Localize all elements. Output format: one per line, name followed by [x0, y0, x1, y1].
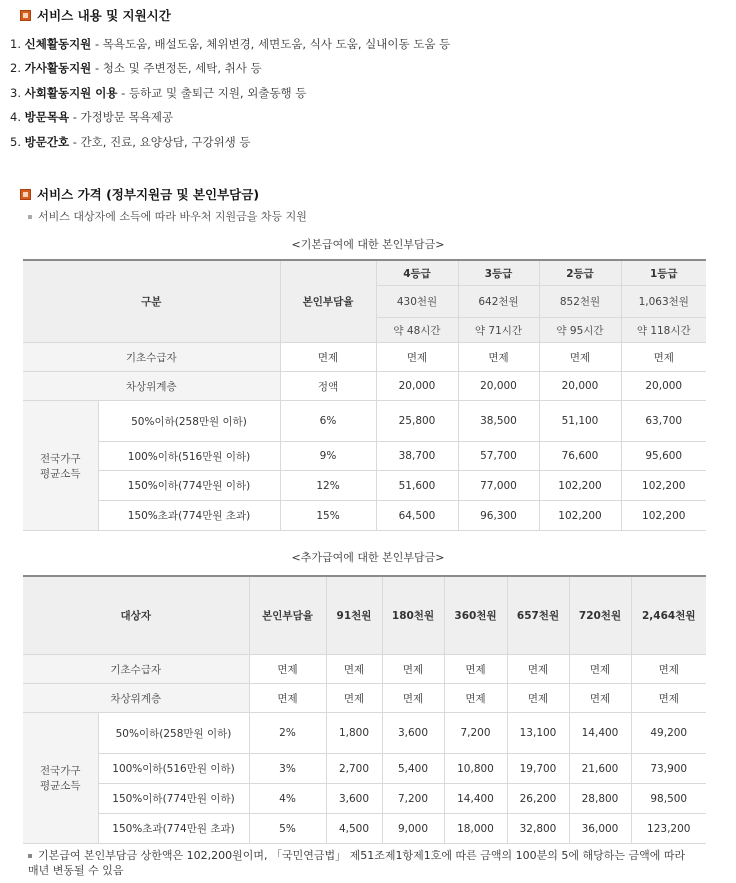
table2-header-row	[23, 576, 706, 655]
value-cell: 면제	[631, 655, 706, 684]
value-cell: 21,600	[569, 754, 631, 784]
value-cell: 면제	[376, 343, 458, 372]
service-list-item	[10, 60, 262, 76]
table-row	[23, 343, 706, 372]
orange-square-bullet-icon	[20, 10, 31, 21]
header-group: 구분	[23, 260, 280, 343]
list-item-number: 2.	[10, 61, 21, 75]
row-label: 150%이하(774만원 이하)	[98, 784, 249, 814]
rate-cell: 15%	[280, 501, 376, 531]
value-cell: 95,600	[621, 442, 706, 471]
section-title-text: 서비스 가격 (정부지원금 및 본인부담금)	[37, 187, 260, 202]
value-cell: 51,100	[539, 401, 621, 442]
value-cell: 73,900	[631, 754, 706, 784]
value-cell: 102,200	[539, 471, 621, 501]
header-amount: 657천원	[507, 576, 569, 655]
list-item-number: 4.	[10, 110, 21, 124]
header-amount: 720천원	[569, 576, 631, 655]
list-item-heading: 가사활동지원	[24, 61, 92, 75]
table-row	[23, 401, 706, 442]
list-item-description: - 가정방문 목욕제공	[69, 110, 174, 124]
list-item-number: 3.	[10, 86, 21, 100]
rate-cell: 12%	[280, 471, 376, 501]
value-cell: 면제	[621, 343, 706, 372]
table-row	[23, 784, 706, 814]
value-cell: 25,800	[376, 401, 458, 442]
value-cell: 면제	[458, 343, 539, 372]
rate-cell: 3%	[249, 754, 326, 784]
header-amount: 642천원	[458, 286, 539, 318]
value-cell: 5,400	[382, 754, 444, 784]
table-row	[23, 442, 706, 471]
value-cell: 면제	[507, 684, 569, 713]
value-cell: 면제	[507, 655, 569, 684]
value-cell: 32,800	[507, 814, 569, 844]
header-rate: 본인부담율	[280, 260, 376, 343]
value-cell: 64,500	[376, 501, 458, 531]
row-label: 차상위계층	[23, 372, 280, 401]
header-hours: 약 48시간	[376, 318, 458, 343]
value-cell: 20,000	[621, 372, 706, 401]
row-label: 차상위계층	[23, 684, 249, 713]
value-cell: 38,700	[376, 442, 458, 471]
header-target: 대상자	[23, 576, 249, 655]
value-cell: 20,000	[458, 372, 539, 401]
value-cell: 36,000	[569, 814, 631, 844]
value-cell: 20,000	[376, 372, 458, 401]
list-item-description: - 목욕도움, 배설도움, 체위변경, 세면도움, 식사 도움, 실내이동 도움 등	[91, 37, 451, 51]
header-amount: 2,464천원	[631, 576, 706, 655]
value-cell: 28,800	[569, 784, 631, 814]
value-cell: 면제	[539, 343, 621, 372]
rate-cell: 9%	[280, 442, 376, 471]
value-cell: 면제	[569, 655, 631, 684]
table-row	[23, 471, 706, 501]
header-amount: 180천원	[382, 576, 444, 655]
value-cell: 98,500	[631, 784, 706, 814]
value-cell: 20,000	[539, 372, 621, 401]
value-cell: 49,200	[631, 713, 706, 754]
rate-cell: 4%	[249, 784, 326, 814]
row-label: 50%이하(258만원 이하)	[98, 713, 249, 754]
list-item-heading: 방문간호	[24, 135, 70, 149]
table-row	[23, 501, 706, 531]
row-label: 150%초과(774만원 초과)	[98, 501, 280, 531]
table-row	[23, 372, 706, 401]
value-cell: 18,000	[444, 814, 507, 844]
row-label: 150%이하(774만원 이하)	[98, 471, 280, 501]
list-item-number: 5.	[10, 135, 21, 149]
list-item-heading: 방문목욕	[24, 110, 70, 124]
table-row	[23, 754, 706, 784]
header-hours: 약 95시간	[539, 318, 621, 343]
section-title-text: 서비스 내용 및 지원시간	[37, 8, 171, 23]
list-item-heading: 신체활동지원	[24, 37, 92, 51]
value-cell: 2,700	[326, 754, 382, 784]
value-cell: 면제	[631, 684, 706, 713]
service-list-item	[10, 134, 251, 150]
header-grade: 1등급	[621, 260, 706, 286]
header-grade: 4등급	[376, 260, 458, 286]
value-cell: 7,200	[382, 784, 444, 814]
value-cell: 면제	[382, 684, 444, 713]
service-list-item	[10, 36, 450, 52]
value-cell: 38,500	[458, 401, 539, 442]
list-item-heading: 사회활동지원 이용	[24, 86, 118, 100]
header-grade: 3등급	[458, 260, 539, 286]
value-cell: 4,500	[326, 814, 382, 844]
list-item-description: - 간호, 진료, 요양상담, 구강위생 등	[69, 135, 251, 149]
header-amount: 430천원	[376, 286, 458, 318]
rate-cell: 면제	[249, 655, 326, 684]
header-amount: 360천원	[444, 576, 507, 655]
value-cell: 63,700	[621, 401, 706, 442]
value-cell: 51,600	[376, 471, 458, 501]
value-cell: 면제	[326, 655, 382, 684]
basic-copay-table	[23, 259, 706, 531]
value-cell: 57,700	[458, 442, 539, 471]
value-cell: 19,700	[507, 754, 569, 784]
header-grade: 2등급	[539, 260, 621, 286]
row-label: 기초수급자	[23, 343, 280, 372]
value-cell: 면제	[569, 684, 631, 713]
list-item-description: - 청소 및 주변정돈, 세탁, 취사 등	[91, 61, 262, 75]
value-cell: 10,800	[444, 754, 507, 784]
value-cell: 102,200	[621, 471, 706, 501]
list-item-number: 1.	[10, 37, 21, 51]
header-rate: 본인부담율	[249, 576, 326, 655]
row-label: 150%초과(774만원 초과)	[98, 814, 249, 844]
value-cell: 77,000	[458, 471, 539, 501]
value-cell: 26,200	[507, 784, 569, 814]
value-cell: 면제	[326, 684, 382, 713]
rate-cell: 면제	[249, 684, 326, 713]
value-cell: 13,100	[507, 713, 569, 754]
orange-square-bullet-icon	[20, 189, 31, 200]
service-list-item	[10, 85, 306, 101]
value-cell: 102,200	[621, 501, 706, 531]
income-group-label: 전국가구 평균소득	[23, 401, 98, 531]
table-row	[23, 713, 706, 754]
rate-cell: 6%	[280, 401, 376, 442]
header-amount: 1,063천원	[621, 286, 706, 318]
rate-cell: 2%	[249, 713, 326, 754]
value-cell: 14,400	[444, 784, 507, 814]
value-cell: 면제	[382, 655, 444, 684]
rate-cell: 정액	[280, 372, 376, 401]
price-note: 서비스 대상자에 소득에 따라 바우처 지원금을 차등 지원	[28, 208, 307, 224]
list-item-description: - 등하교 및 출퇴근 지원, 외출동행 등	[117, 86, 307, 100]
header-amount: 852천원	[539, 286, 621, 318]
rate-cell: 면제	[280, 343, 376, 372]
table2-caption: <추가급여에 대한 본인부담금>	[291, 551, 445, 564]
table1-header-row	[23, 260, 706, 286]
table1-caption: <기본급여에 대한 본인부담금>	[291, 238, 445, 251]
row-label: 100%이하(516만원 이하)	[98, 754, 249, 784]
value-cell: 123,200	[631, 814, 706, 844]
header-amount: 91천원	[326, 576, 382, 655]
value-cell: 3,600	[382, 713, 444, 754]
rate-cell: 5%	[249, 814, 326, 844]
section-title-price	[20, 185, 259, 203]
table-row	[23, 655, 706, 684]
section-title-service-content	[20, 6, 171, 24]
value-cell: 9,000	[382, 814, 444, 844]
service-list-item	[10, 109, 173, 125]
value-cell: 3,600	[326, 784, 382, 814]
row-label: 100%이하(516만원 이하)	[98, 442, 280, 471]
value-cell: 14,400	[569, 713, 631, 754]
value-cell: 102,200	[539, 501, 621, 531]
table-row	[23, 684, 706, 713]
value-cell: 7,200	[444, 713, 507, 754]
value-cell: 면제	[444, 655, 507, 684]
value-cell: 96,300	[458, 501, 539, 531]
header-hours: 약 71시간	[458, 318, 539, 343]
row-label: 기초수급자	[23, 655, 249, 684]
value-cell: 1,800	[326, 713, 382, 754]
value-cell: 면제	[444, 684, 507, 713]
table-row	[23, 814, 706, 844]
row-label: 50%이하(258만원 이하)	[98, 401, 280, 442]
copay-cap-footnote: 기본급여 본인부담금 상한액은 102,200원이며, 「국민연금법」 제51조제1항제1호에 따른 금액의 100분의 5에 해당하는 금액에 따라 매년 변동될 수 있음	[28, 848, 698, 878]
value-cell: 76,600	[539, 442, 621, 471]
header-hours: 약 118시간	[621, 318, 706, 343]
additional-copay-table	[23, 575, 706, 844]
income-group-label: 전국가구 평균소득	[23, 713, 98, 844]
